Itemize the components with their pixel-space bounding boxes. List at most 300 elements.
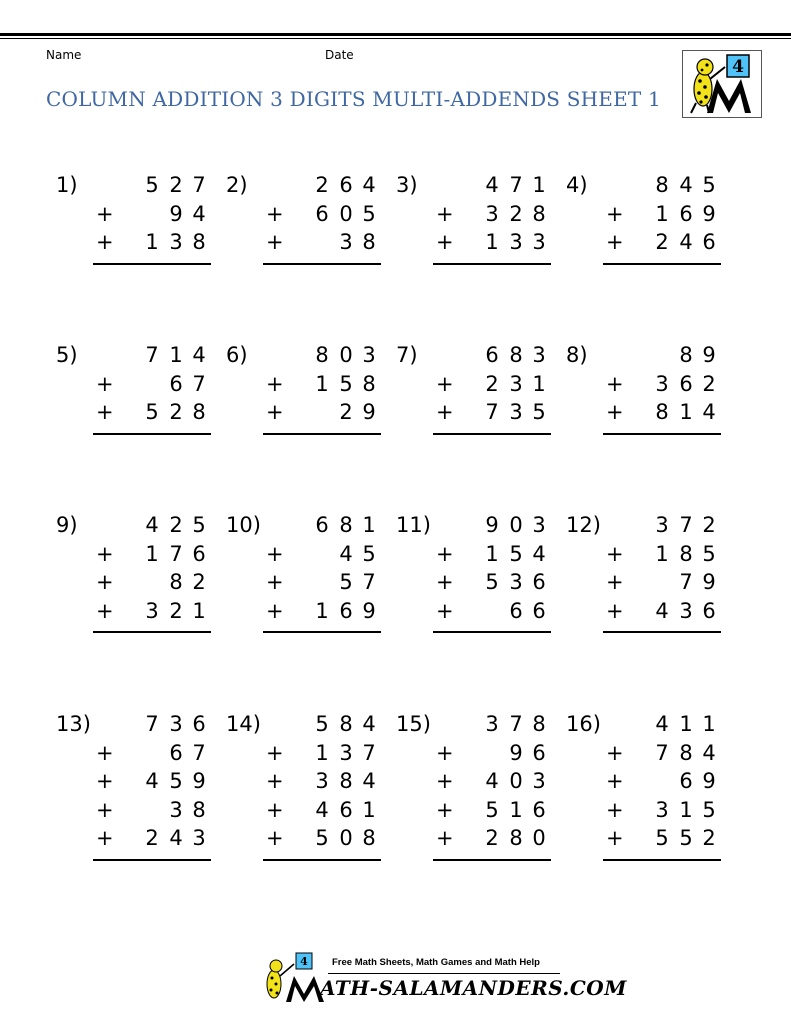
digit: 5 bbox=[339, 371, 353, 396]
problem-number: 2) bbox=[226, 173, 248, 197]
addend-row bbox=[266, 599, 378, 627]
sum-line bbox=[93, 631, 211, 633]
problem-number: 12) bbox=[566, 513, 601, 537]
plus-sign: + bbox=[266, 371, 284, 396]
sum-line bbox=[603, 263, 721, 265]
digit: 7 bbox=[509, 712, 523, 736]
digit: 3 bbox=[145, 598, 159, 623]
digit: 6 bbox=[192, 712, 206, 736]
problem-number: 4) bbox=[566, 173, 588, 197]
plus-sign: + bbox=[96, 797, 114, 822]
name-label: Name bbox=[46, 48, 82, 62]
digit: 8 bbox=[339, 769, 353, 793]
salamander-teacher-icon bbox=[258, 950, 328, 1005]
plus-sign: + bbox=[266, 400, 284, 424]
top-rule-thin bbox=[0, 38, 791, 39]
problem-number: 16) bbox=[566, 712, 601, 736]
addend-row bbox=[606, 343, 718, 371]
digit: 6 bbox=[702, 230, 716, 254]
digit: 6 bbox=[679, 371, 693, 396]
digit: 6 bbox=[509, 598, 523, 623]
digit: 4 bbox=[192, 201, 206, 226]
digit: 1 bbox=[655, 201, 669, 226]
digit: 8 bbox=[679, 343, 693, 367]
digit: 2 bbox=[192, 570, 206, 594]
plus-sign: + bbox=[96, 769, 114, 793]
digit: 4 bbox=[679, 230, 693, 254]
digit: 4 bbox=[702, 400, 716, 424]
digit: 1 bbox=[169, 343, 183, 367]
digit: 1 bbox=[702, 712, 716, 736]
plus-sign: + bbox=[266, 826, 284, 850]
digit: 3 bbox=[655, 513, 669, 537]
problem-number: 9) bbox=[56, 513, 78, 537]
digit: 4 bbox=[362, 712, 376, 736]
plus-sign: + bbox=[436, 797, 454, 822]
problem bbox=[56, 343, 216, 439]
plus-sign: + bbox=[436, 230, 454, 254]
addend-row bbox=[96, 343, 208, 371]
addend-row bbox=[96, 712, 208, 740]
digit: 8 bbox=[192, 400, 206, 424]
addend-row bbox=[606, 712, 718, 740]
digit: 3 bbox=[339, 230, 353, 254]
addend-row bbox=[266, 400, 378, 428]
addend-row bbox=[606, 513, 718, 541]
digit: 5 bbox=[169, 769, 183, 793]
addend-row bbox=[436, 741, 548, 769]
addend-row bbox=[606, 599, 718, 627]
digit: 4 bbox=[315, 797, 329, 822]
addend-row bbox=[266, 826, 378, 854]
problem-number: 13) bbox=[56, 712, 91, 736]
digit: 5 bbox=[679, 826, 693, 850]
addend-row bbox=[96, 769, 208, 797]
sum-line bbox=[433, 859, 551, 861]
digit: 3 bbox=[509, 230, 523, 254]
problem bbox=[226, 173, 386, 269]
digit: 3 bbox=[532, 769, 546, 793]
digit: 6 bbox=[315, 513, 329, 537]
digit: 7 bbox=[679, 513, 693, 537]
plus-sign: + bbox=[266, 541, 284, 566]
problem bbox=[226, 513, 386, 637]
digit: 5 bbox=[362, 201, 376, 226]
digit: 3 bbox=[532, 513, 546, 537]
plus-sign: + bbox=[606, 400, 624, 424]
digit: 4 bbox=[145, 769, 159, 793]
addend-row bbox=[436, 712, 548, 740]
digit: 6 bbox=[169, 740, 183, 765]
digit: 3 bbox=[169, 712, 183, 736]
digit: 5 bbox=[702, 173, 716, 197]
digit: 2 bbox=[702, 513, 716, 537]
digit: 8 bbox=[362, 371, 376, 396]
digit: 7 bbox=[169, 541, 183, 566]
sum-line bbox=[93, 433, 211, 435]
plus-sign: + bbox=[436, 740, 454, 765]
addend-row bbox=[436, 542, 548, 570]
digit: 3 bbox=[315, 769, 329, 793]
digit: 6 bbox=[315, 201, 329, 226]
plus-sign: + bbox=[266, 230, 284, 254]
addend-row bbox=[436, 513, 548, 541]
addend-row bbox=[266, 202, 378, 230]
digit: 8 bbox=[532, 712, 546, 736]
digit: 5 bbox=[315, 712, 329, 736]
plus-sign: + bbox=[96, 740, 114, 765]
digit: 6 bbox=[192, 541, 206, 566]
digit: 9 bbox=[702, 570, 716, 594]
digit: 2 bbox=[485, 371, 499, 396]
plus-sign: + bbox=[266, 598, 284, 623]
addend-row bbox=[266, 173, 378, 201]
digit: 3 bbox=[532, 343, 546, 367]
digit: 1 bbox=[532, 371, 546, 396]
digit: 6 bbox=[485, 343, 499, 367]
problem-number: 1) bbox=[56, 173, 78, 197]
addend-row bbox=[96, 202, 208, 230]
digit: 2 bbox=[702, 371, 716, 396]
digit: 4 bbox=[485, 769, 499, 793]
digit: 1 bbox=[679, 797, 693, 822]
addend-row bbox=[436, 769, 548, 797]
digit: 3 bbox=[339, 740, 353, 765]
digit: 4 bbox=[655, 598, 669, 623]
addend-row bbox=[96, 372, 208, 400]
digit: 5 bbox=[362, 541, 376, 566]
digit: 9 bbox=[192, 769, 206, 793]
addend-row bbox=[606, 230, 718, 258]
digit: 8 bbox=[339, 712, 353, 736]
digit: 5 bbox=[485, 570, 499, 594]
plus-sign: + bbox=[96, 570, 114, 594]
addend-row bbox=[96, 173, 208, 201]
digit: 1 bbox=[532, 173, 546, 197]
problem bbox=[396, 712, 556, 865]
sum-line bbox=[93, 859, 211, 861]
digit: 6 bbox=[339, 797, 353, 822]
addend-row bbox=[436, 372, 548, 400]
digit: 2 bbox=[509, 201, 523, 226]
sum-line bbox=[433, 263, 551, 265]
plus-sign: + bbox=[96, 598, 114, 623]
digit: 8 bbox=[192, 797, 206, 822]
addend-row bbox=[436, 202, 548, 230]
problem-number: 7) bbox=[396, 343, 418, 367]
digit: 8 bbox=[679, 740, 693, 765]
digit: 1 bbox=[679, 400, 693, 424]
digit: 8 bbox=[362, 826, 376, 850]
footer-logo-badge: 4 bbox=[300, 955, 308, 968]
plus-sign: + bbox=[606, 541, 624, 566]
digit: 7 bbox=[192, 173, 206, 197]
problem bbox=[396, 173, 556, 269]
digit: 3 bbox=[509, 400, 523, 424]
digit: 8 bbox=[509, 826, 523, 850]
digit: 1 bbox=[679, 712, 693, 736]
digit: 4 bbox=[655, 712, 669, 736]
addend-row bbox=[266, 769, 378, 797]
addend-row bbox=[436, 826, 548, 854]
addend-row bbox=[436, 343, 548, 371]
plus-sign: + bbox=[606, 570, 624, 594]
date-label: Date bbox=[325, 48, 354, 62]
digit: 2 bbox=[485, 826, 499, 850]
digit: 0 bbox=[532, 826, 546, 850]
digit: 1 bbox=[145, 541, 159, 566]
plus-sign: + bbox=[436, 826, 454, 850]
digit: 4 bbox=[679, 173, 693, 197]
problem-number: 5) bbox=[56, 343, 78, 367]
digit: 5 bbox=[655, 826, 669, 850]
problem-number: 3) bbox=[396, 173, 418, 197]
header-logo bbox=[682, 50, 762, 118]
digit: 1 bbox=[315, 740, 329, 765]
digit: 1 bbox=[485, 541, 499, 566]
addend-row bbox=[96, 599, 208, 627]
digit: 8 bbox=[679, 541, 693, 566]
sum-line bbox=[433, 433, 551, 435]
digit: 2 bbox=[145, 826, 159, 850]
digit: 4 bbox=[145, 513, 159, 537]
digit: 1 bbox=[192, 598, 206, 623]
addend-row bbox=[436, 173, 548, 201]
plus-sign: + bbox=[266, 740, 284, 765]
problem bbox=[226, 343, 386, 439]
addend-row bbox=[266, 230, 378, 258]
digit: 3 bbox=[509, 371, 523, 396]
sum-line bbox=[263, 433, 381, 435]
plus-sign: + bbox=[606, 797, 624, 822]
digit: 4 bbox=[192, 343, 206, 367]
sum-line bbox=[603, 859, 721, 861]
digit: 6 bbox=[679, 769, 693, 793]
digit: 5 bbox=[702, 797, 716, 822]
problem bbox=[56, 712, 216, 865]
digit: 9 bbox=[362, 598, 376, 623]
addend-row bbox=[266, 372, 378, 400]
digit: 2 bbox=[169, 400, 183, 424]
logo-badge: 4 bbox=[732, 57, 744, 77]
digit: 7 bbox=[192, 740, 206, 765]
digit: 2 bbox=[169, 598, 183, 623]
addend-row bbox=[606, 173, 718, 201]
footer bbox=[258, 950, 627, 1005]
digit: 7 bbox=[145, 712, 159, 736]
digit: 6 bbox=[169, 371, 183, 396]
problem-number: 15) bbox=[396, 712, 431, 736]
digit: 7 bbox=[509, 173, 523, 197]
digit: 5 bbox=[315, 826, 329, 850]
digit: 0 bbox=[339, 201, 353, 226]
digit: 3 bbox=[169, 797, 183, 822]
addend-row bbox=[436, 570, 548, 598]
digit: 1 bbox=[485, 230, 499, 254]
addend-row bbox=[606, 400, 718, 428]
plus-sign: + bbox=[96, 826, 114, 850]
problem bbox=[566, 513, 726, 637]
plus-sign: + bbox=[266, 201, 284, 226]
problem bbox=[56, 173, 216, 269]
digit: 4 bbox=[339, 541, 353, 566]
sum-line bbox=[93, 263, 211, 265]
addend-row bbox=[96, 542, 208, 570]
digit: 5 bbox=[702, 541, 716, 566]
digit: 3 bbox=[532, 230, 546, 254]
digit: 9 bbox=[702, 201, 716, 226]
problem-number: 11) bbox=[396, 513, 431, 537]
digit: 3 bbox=[509, 570, 523, 594]
digit: 1 bbox=[509, 797, 523, 822]
digit: 8 bbox=[339, 513, 353, 537]
digit: 2 bbox=[169, 513, 183, 537]
digit: 0 bbox=[339, 343, 353, 367]
addend-row bbox=[606, 741, 718, 769]
footer-rule bbox=[328, 973, 560, 974]
digit: 1 bbox=[145, 230, 159, 254]
digit: 2 bbox=[315, 173, 329, 197]
addend-row bbox=[266, 741, 378, 769]
problem bbox=[396, 513, 556, 637]
digit: 5 bbox=[145, 400, 159, 424]
digit: 1 bbox=[362, 513, 376, 537]
digit: 1 bbox=[655, 541, 669, 566]
plus-sign: + bbox=[606, 230, 624, 254]
addend-row bbox=[266, 570, 378, 598]
digit: 7 bbox=[192, 371, 206, 396]
digit: 3 bbox=[485, 712, 499, 736]
digit: 4 bbox=[532, 541, 546, 566]
sum-line bbox=[433, 631, 551, 633]
plus-sign: + bbox=[266, 570, 284, 594]
plus-sign: + bbox=[436, 769, 454, 793]
sum-line bbox=[263, 263, 381, 265]
plus-sign: + bbox=[436, 371, 454, 396]
digit: 6 bbox=[679, 201, 693, 226]
addend-row bbox=[266, 712, 378, 740]
digit: 1 bbox=[315, 598, 329, 623]
addend-row bbox=[96, 513, 208, 541]
digit: 3 bbox=[655, 371, 669, 396]
addend-row bbox=[96, 798, 208, 826]
digit: 5 bbox=[532, 400, 546, 424]
problem bbox=[566, 712, 726, 865]
plus-sign: + bbox=[436, 570, 454, 594]
digit: 4 bbox=[169, 826, 183, 850]
digit: 8 bbox=[509, 343, 523, 367]
addend-row bbox=[606, 542, 718, 570]
digit: 7 bbox=[145, 343, 159, 367]
digit: 9 bbox=[169, 201, 183, 226]
digit: 5 bbox=[485, 797, 499, 822]
plus-sign: + bbox=[606, 598, 624, 623]
problem bbox=[566, 343, 726, 439]
problem bbox=[566, 173, 726, 269]
digit: 4 bbox=[362, 769, 376, 793]
addend-row bbox=[606, 769, 718, 797]
digit: 7 bbox=[362, 570, 376, 594]
digit: 9 bbox=[702, 769, 716, 793]
digit: 8 bbox=[362, 230, 376, 254]
digit: 6 bbox=[532, 598, 546, 623]
sum-line bbox=[603, 433, 721, 435]
digit: 6 bbox=[702, 598, 716, 623]
addend-row bbox=[606, 570, 718, 598]
plus-sign: + bbox=[266, 769, 284, 793]
worksheet-title: COLUMN ADDITION 3 DIGITS MULTI-ADDENDS SHEET 1 bbox=[46, 87, 661, 111]
digit: 4 bbox=[362, 173, 376, 197]
addend-row bbox=[266, 513, 378, 541]
digit: 6 bbox=[532, 740, 546, 765]
salamander-teacher-icon bbox=[683, 51, 761, 117]
sum-line bbox=[603, 631, 721, 633]
digit: 6 bbox=[339, 598, 353, 623]
digit: 4 bbox=[702, 740, 716, 765]
digit: 4 bbox=[485, 173, 499, 197]
addend-row bbox=[606, 798, 718, 826]
problem bbox=[56, 513, 216, 637]
digit: 6 bbox=[532, 797, 546, 822]
addend-row bbox=[606, 372, 718, 400]
addend-row bbox=[266, 343, 378, 371]
digit: 3 bbox=[169, 230, 183, 254]
footer-tagline: Free Math Sheets, Math Games and Math Help bbox=[332, 957, 540, 968]
digit: 0 bbox=[509, 769, 523, 793]
digit: 8 bbox=[315, 343, 329, 367]
plus-sign: + bbox=[96, 201, 114, 226]
addend-row bbox=[96, 741, 208, 769]
digit: 8 bbox=[192, 230, 206, 254]
digit: 7 bbox=[362, 740, 376, 765]
digit: 7 bbox=[679, 570, 693, 594]
digit: 8 bbox=[655, 173, 669, 197]
plus-sign: + bbox=[96, 230, 114, 254]
sum-line bbox=[263, 859, 381, 861]
plus-sign: + bbox=[606, 371, 624, 396]
addend-row bbox=[96, 826, 208, 854]
addend-row bbox=[96, 400, 208, 428]
plus-sign: + bbox=[436, 541, 454, 566]
digit: 9 bbox=[702, 343, 716, 367]
plus-sign: + bbox=[96, 541, 114, 566]
problem-number: 8) bbox=[566, 343, 588, 367]
addend-row bbox=[606, 202, 718, 230]
digit: 9 bbox=[362, 400, 376, 424]
addend-row bbox=[606, 826, 718, 854]
digit: 1 bbox=[362, 797, 376, 822]
digit: 9 bbox=[509, 740, 523, 765]
digit: 2 bbox=[702, 826, 716, 850]
digit: 5 bbox=[509, 541, 523, 566]
digit: 5 bbox=[145, 173, 159, 197]
problem-number: 6) bbox=[226, 343, 248, 367]
addend-row bbox=[96, 570, 208, 598]
footer-brand: ATH-SALAMANDERS.COM bbox=[320, 976, 627, 1000]
addend-row bbox=[436, 400, 548, 428]
addend-row bbox=[436, 798, 548, 826]
digit: 8 bbox=[655, 400, 669, 424]
digit: 7 bbox=[655, 740, 669, 765]
digit: 0 bbox=[339, 826, 353, 850]
digit: 0 bbox=[509, 513, 523, 537]
digit: 3 bbox=[679, 598, 693, 623]
digit: 5 bbox=[192, 513, 206, 537]
addend-row bbox=[266, 542, 378, 570]
sum-line bbox=[263, 631, 381, 633]
addend-row bbox=[436, 599, 548, 627]
plus-sign: + bbox=[266, 797, 284, 822]
